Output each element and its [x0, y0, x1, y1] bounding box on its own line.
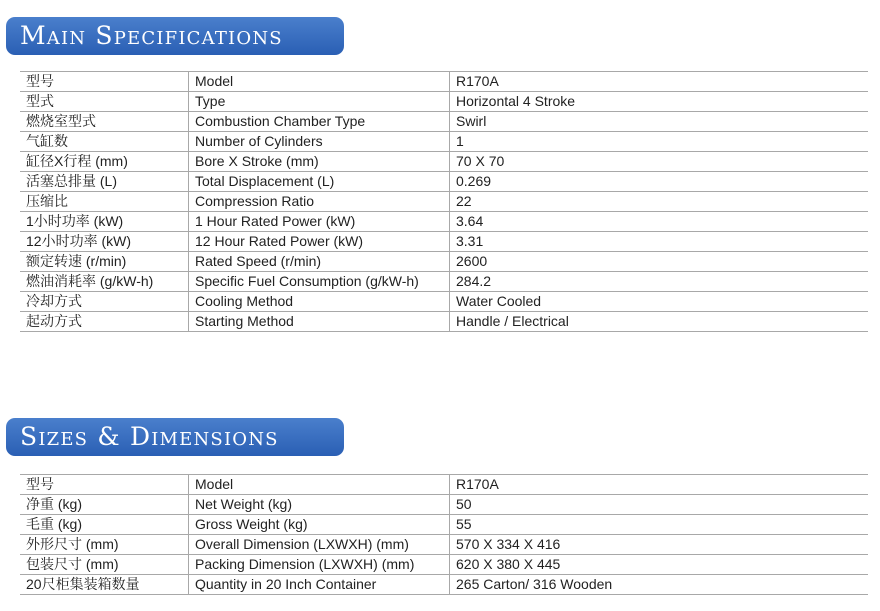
table-row: [20, 132, 868, 152]
dimension-label-cn: 净重 (kg): [20, 495, 189, 515]
dimension-label-en: Overall Dimension (LXWXH) (mm): [189, 535, 450, 555]
spec-label-cn: 冷却方式: [20, 292, 189, 312]
main-specifications-banner: [6, 17, 344, 55]
table-row: [20, 252, 868, 272]
main-specifications-title: Main Specifications: [20, 21, 283, 50]
dimension-label-cn: 型号: [20, 475, 189, 495]
dimension-label-cn: 20尺柜集装箱数量: [20, 575, 189, 595]
spec-label-en: Starting Method: [189, 312, 450, 332]
table-row: [20, 232, 868, 252]
spec-label-cn: 型式: [20, 92, 189, 112]
spec-value: Water Cooled: [450, 292, 869, 312]
spec-label-en: Type: [189, 92, 450, 112]
dimension-label-en: Quantity in 20 Inch Container: [189, 575, 450, 595]
spec-label-en: Compression Ratio: [189, 192, 450, 212]
spec-label-en: Model: [189, 72, 450, 92]
table-row: [20, 312, 868, 332]
dimension-label-en: Model: [189, 475, 450, 495]
main-specifications-table: [20, 71, 868, 332]
dimension-label-en: Packing Dimension (LXWXH) (mm): [189, 555, 450, 575]
table-row: [20, 172, 868, 192]
dimension-value: 620 X 380 X 445: [450, 555, 869, 575]
spec-label-cn: 活塞总排量 (L): [20, 172, 189, 192]
spec-value: 70 X 70: [450, 152, 869, 172]
table-row: [20, 535, 868, 555]
sizes-dimensions-title: Sizes & Dimensions: [20, 422, 279, 451]
spec-label-cn: 12小时功率 (kW): [20, 232, 189, 252]
table-row: [20, 72, 868, 92]
spec-label-en: 1 Hour Rated Power (kW): [189, 212, 450, 232]
table-row: [20, 292, 868, 312]
dimension-label-en: Net Weight (kg): [189, 495, 450, 515]
spec-label-en: Combustion Chamber Type: [189, 112, 450, 132]
sizes-dimensions-banner: [6, 418, 344, 456]
spec-label-cn: 燃烧室型式: [20, 112, 189, 132]
table-row: [20, 92, 868, 112]
spec-label-en: Total Displacement (L): [189, 172, 450, 192]
spec-label-cn: 燃油消耗率 (g/kW-h): [20, 272, 189, 292]
spec-label-cn: 1小时功率 (kW): [20, 212, 189, 232]
spec-value: 1: [450, 132, 869, 152]
table-row: [20, 272, 868, 292]
table-row: [20, 555, 868, 575]
table-row: [20, 475, 868, 495]
sizes-dimensions-body: [20, 475, 868, 595]
spec-label-cn: 气缸数: [20, 132, 189, 152]
spec-value: 284.2: [450, 272, 869, 292]
dimension-value: 55: [450, 515, 869, 535]
spec-value: Swirl: [450, 112, 869, 132]
sizes-dimensions-table: [20, 474, 868, 595]
table-row: [20, 192, 868, 212]
spec-label-en: Rated Speed (r/min): [189, 252, 450, 272]
spec-label-en: Specific Fuel Consumption (g/kW-h): [189, 272, 450, 292]
table-row: [20, 495, 868, 515]
main-specifications-body: [20, 72, 868, 332]
spec-label-en: Cooling Method: [189, 292, 450, 312]
table-row: [20, 212, 868, 232]
dimension-label-en: Gross Weight (kg): [189, 515, 450, 535]
table-row: [20, 152, 868, 172]
dimension-value: 570 X 334 X 416: [450, 535, 869, 555]
table-row: [20, 575, 868, 595]
spec-label-cn: 额定转速 (r/min): [20, 252, 189, 272]
dimension-label-cn: 包装尺寸 (mm): [20, 555, 189, 575]
spec-label-en: Number of Cylinders: [189, 132, 450, 152]
dimension-value: 265 Carton/ 316 Wooden: [450, 575, 869, 595]
spec-label-en: 12 Hour Rated Power (kW): [189, 232, 450, 252]
spec-label-cn: 起动方式: [20, 312, 189, 332]
spec-label-en: Bore X Stroke (mm): [189, 152, 450, 172]
dimension-label-cn: 外形尺寸 (mm): [20, 535, 189, 555]
table-row: [20, 515, 868, 535]
spec-value: Horizontal 4 Stroke: [450, 92, 869, 112]
spec-value: 22: [450, 192, 869, 212]
spec-value: 2600: [450, 252, 869, 272]
dimension-label-cn: 毛重 (kg): [20, 515, 189, 535]
spec-value: R170A: [450, 72, 869, 92]
dimension-value: 50: [450, 495, 869, 515]
spec-label-cn: 缸径X行程 (mm): [20, 152, 189, 172]
spec-value: 0.269: [450, 172, 869, 192]
spec-value: 3.64: [450, 212, 869, 232]
spec-value: Handle / Electrical: [450, 312, 869, 332]
spec-label-cn: 压缩比: [20, 192, 189, 212]
spec-label-cn: 型号: [20, 72, 189, 92]
dimension-value: R170A: [450, 475, 869, 495]
spec-value: 3.31: [450, 232, 869, 252]
table-row: [20, 112, 868, 132]
